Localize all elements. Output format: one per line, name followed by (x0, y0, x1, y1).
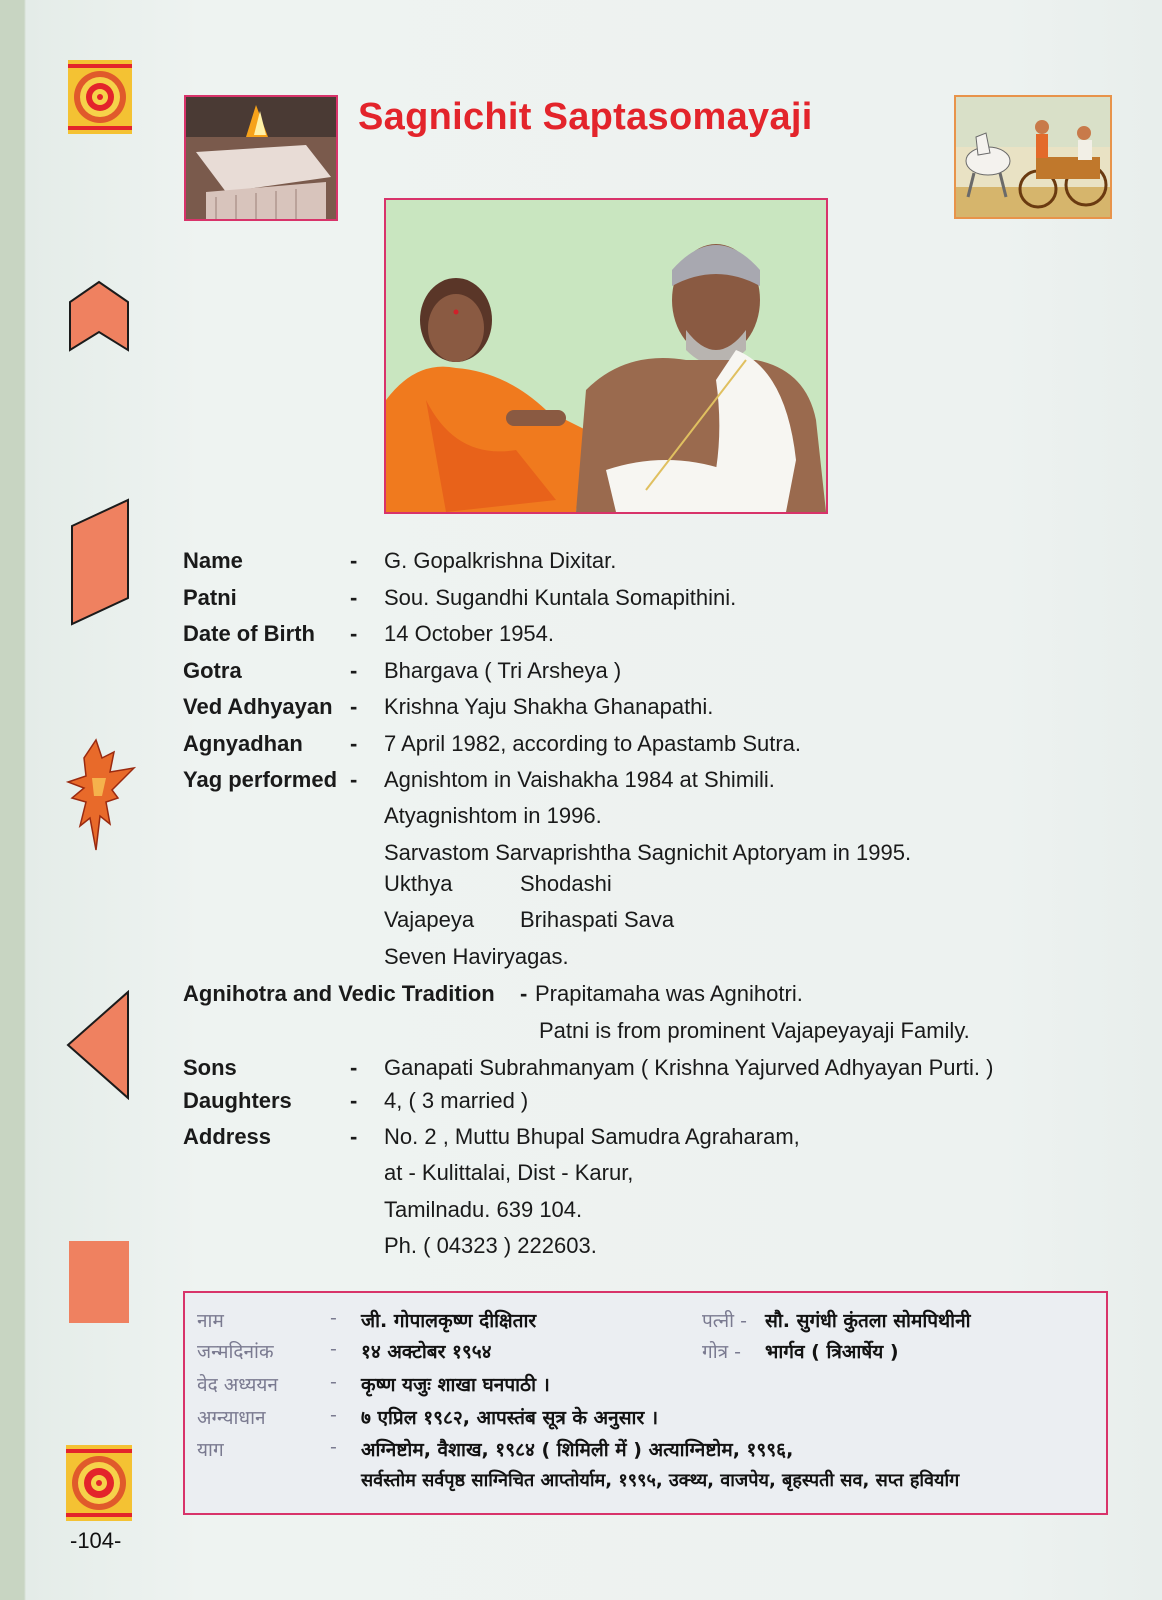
address-line-3: Tamilnadu. 639 104. (384, 1197, 583, 1222)
tradition-line-2: Patni is from prominent Vajapeyayaji Family. (539, 1018, 970, 1043)
hindi-patni-value: सौ. सुगंधी कुंतला सोमपिथीनी (765, 1310, 971, 1332)
couple-photo (384, 198, 828, 514)
gotra-value: Bhargava ( Tri Arsheya ) (384, 658, 622, 683)
yag-performed-line-3: Sarvastom Sarvaprishtha Sagnichit Aptoryam in 1995. (384, 840, 912, 865)
ved-adhyayan-separator: - (350, 694, 358, 719)
tradition-label: Agnihotra and Vedic Tradition (183, 981, 495, 1006)
daughters-value: 4, ( 3 married ) (384, 1088, 529, 1113)
hindi-ved-value: कृष्ण यजुः शाखा घनपाठी । (361, 1374, 550, 1396)
dob-separator: - (350, 621, 358, 646)
yag-performed-line-2: Atyagnishtom in 1996. (384, 803, 602, 828)
sons-value: Ganapati Subrahmanyam ( Krishna Yajurved Adhyayan Purti. ) (384, 1055, 994, 1080)
hindi-name-value: जी. गोपालकृष्ण दीक्षितार (361, 1310, 537, 1332)
patni-value: Sou. Sugandhi Kuntala Somapithini. (384, 585, 737, 610)
address-separator: - (350, 1124, 358, 1149)
name-value: G. Gopalkrishna Dixitar. (384, 548, 617, 573)
agnyadhan-value: 7 April 1982, according to Apastamb Sutra. (384, 731, 802, 756)
address-line-4: Ph. ( 04323 ) 222603. (384, 1233, 597, 1258)
address-line-2: at - Kulittalai, Dist - Karur, (384, 1160, 634, 1185)
yag-pair-2-left: Vajapeya (384, 907, 475, 932)
hindi-agnyadhan-value: ७ एप्रिल १९८२, आपस्तंब सूत्र के अनुसार । (361, 1407, 659, 1429)
daughters-separator: - (350, 1088, 358, 1113)
chakra-emblem-bottom-icon (66, 1445, 132, 1521)
hindi-ved-separator: - (330, 1371, 337, 1393)
couple-photo-image (386, 200, 826, 512)
ved-adhyayan-value: Krishna Yaju Shakha Ghanapathi. (384, 694, 714, 719)
yag-pair-1-right: Shodashi (520, 871, 612, 896)
dob-value: 14 October 1954. (384, 621, 555, 646)
hindi-yag-continuation: सर्वस्तोम सर्वपृष्ठ साग्निचित आप्तोर्याम, १९९५, उक्थ्य, वाजपेय, बृहस्पती सव, सप्त हविर्याग (361, 1470, 960, 1491)
patni-separator: - (350, 585, 358, 610)
pentagon-shape-icon (68, 280, 130, 352)
hindi-dob-value: १४ अक्टोबर १९५४ (361, 1341, 492, 1363)
daughters-label: Daughters (183, 1088, 292, 1113)
address-label: Address (183, 1124, 272, 1149)
page-number: -104- (70, 1528, 122, 1553)
fire-altar-image (186, 97, 336, 219)
hindi-gotra-value: भार्गव ( त्रिआर्षेय ) (765, 1341, 899, 1363)
yag-performed-label: Yag performed (183, 767, 338, 792)
fire-altar-thumbnail (184, 95, 338, 221)
page-title: Sagnichit Saptasomayaji (358, 96, 813, 138)
hindi-dob-label: जन्मदिनांक (197, 1341, 274, 1363)
sons-separator: - (350, 1055, 358, 1080)
hindi-dob-separator: - (330, 1338, 337, 1360)
yag-performed-line-1: Agnishtom in Vaishakha 1984 at Shimili. (384, 767, 775, 792)
triangle-shape-icon (66, 990, 130, 1100)
yag-performed-separator: - (350, 767, 358, 792)
chariot-image (956, 97, 1110, 217)
name-separator: - (350, 548, 358, 573)
hindi-ved-label: वेद अध्ययन (197, 1374, 278, 1396)
dob-label: Date of Birth (183, 621, 315, 646)
address-line-1: No. 2 , Muttu Bhupal Samudra Agraharam, (384, 1124, 800, 1149)
square-shape-icon (68, 1240, 130, 1324)
tradition-line-1: Prapitamaha was Agnihotri. (535, 981, 803, 1006)
sons-label: Sons (183, 1055, 237, 1080)
agnyadhan-separator: - (350, 731, 358, 756)
hindi-name-separator: - (330, 1307, 337, 1329)
eagle-shape-icon (66, 738, 136, 854)
hindi-patni-label: पत्नी - (702, 1310, 747, 1332)
yag-last-line: Seven Haviryagas. (384, 944, 569, 969)
hindi-name-label: नाम (197, 1310, 224, 1332)
chakra-emblem-top-icon (68, 60, 132, 134)
name-label: Name (183, 548, 243, 573)
hindi-yag-separator: - (330, 1436, 337, 1458)
yag-pair-2-right: Brihaspati Sava (520, 907, 675, 932)
ved-adhyayan-label: Ved Adhyayan (183, 694, 333, 719)
hindi-yag-label: याग (197, 1439, 224, 1461)
patni-label: Patni (183, 585, 237, 610)
hindi-agnyadhan-separator: - (330, 1404, 337, 1426)
agnyadhan-label: Agnyadhan (183, 731, 303, 756)
tradition-separator: - (520, 981, 528, 1006)
gotra-label: Gotra (183, 658, 242, 683)
hindi-yag-value: अग्निष्टोम, वैशाख, १९८४ ( शिमिली में ) अत्याग्निष्टोम, १९९६, (361, 1439, 794, 1461)
hindi-agnyadhan-label: अग्न्याधान (197, 1407, 266, 1429)
chariot-thumbnail (954, 95, 1112, 219)
gotra-separator: - (350, 658, 358, 683)
parallelogram-shape-icon (70, 498, 130, 626)
yag-pair-1-left: Ukthya (384, 871, 453, 896)
hindi-gotra-label: गोत्र - (702, 1341, 742, 1363)
